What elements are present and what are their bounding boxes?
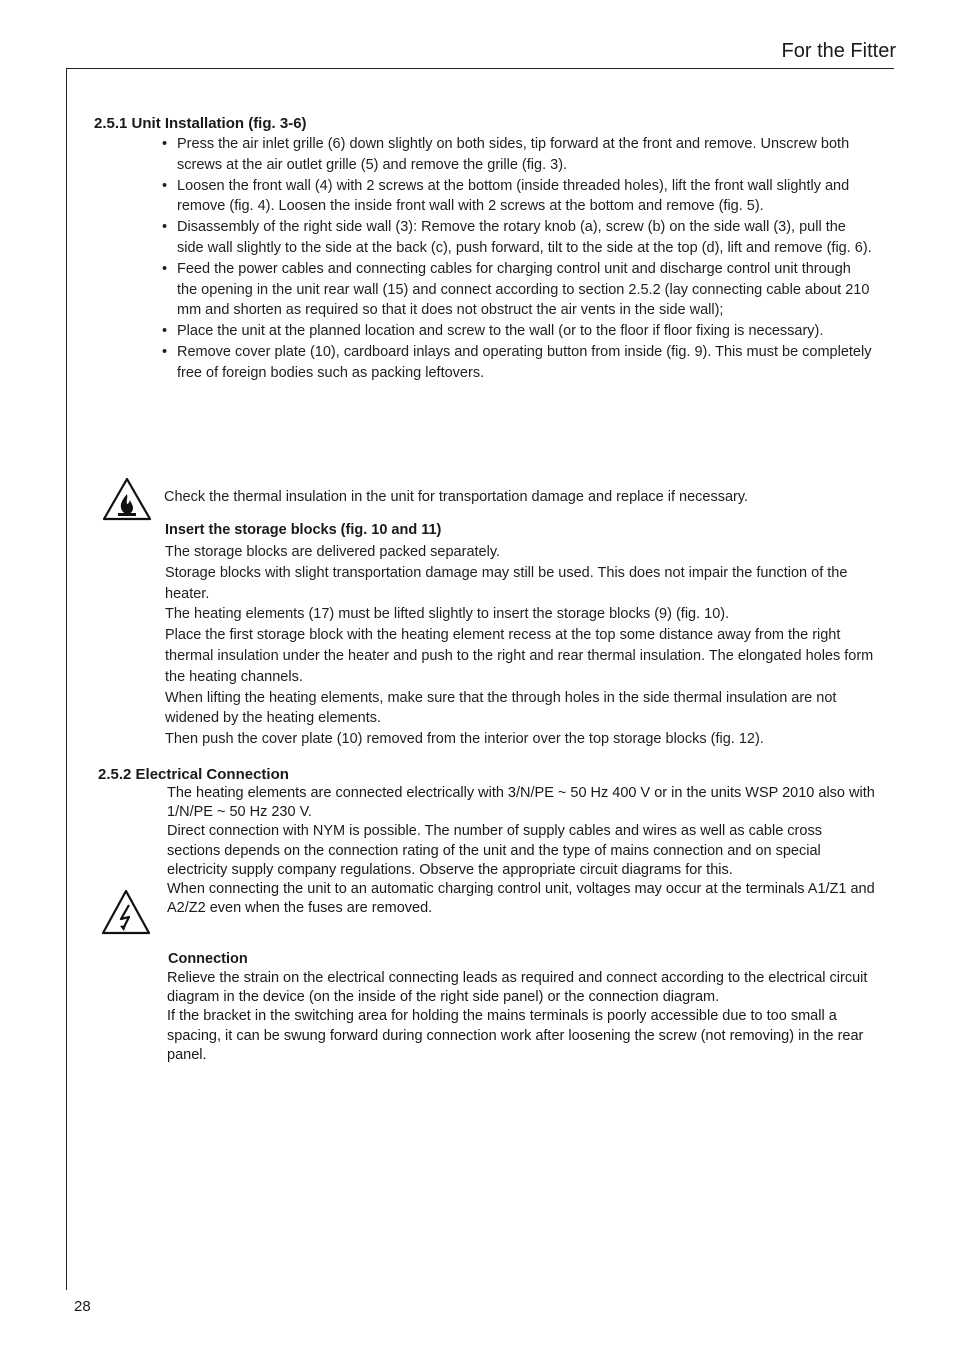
list-item-text: Place the unit at the planned location and screw to the wall (or to the floor if floor fixing is necessary). [177,323,824,340]
bullet-icon: • [162,260,168,277]
paragraph: Direct connection with NYM is possible. The number of supply cables and wires as well as cable cross sections depends on the connection rating of the unit and the type of mains connection and on special electricity supply company regulations. Observe the appropriate circuit diagrams for this. [167,823,822,878]
list-item-text: Remove cover plate (10), cardboard inlays and operating button from inside (fig. 9). This must be completely free of foreign bodies such as packing leftovers. [177,343,872,381]
bullet-icon: • [162,219,168,236]
paragraph: Place the first storage block with the heating element recess at the top some distance away from the right thermal insulation under the heater and push to the right and rear thermal insulation. The elongated holes form the heating channels. [165,627,874,685]
installation-steps-list [160,134,872,384]
list-item [160,176,872,218]
list-item [160,321,872,342]
page-number: 28 [74,1298,91,1315]
list-item [160,217,872,259]
connection-text [167,969,879,1065]
section-heading-252: 2.5.2 Electrical Connection [98,766,289,783]
fire-warning-icon [101,476,153,522]
bullet-icon: • [162,343,168,360]
paragraph: Relieve the strain on the electrical connecting leads as required and connect according to the electrical circuit diagram in the device (on the inside of the right side panel) or the connection diagram. [167,970,868,1006]
list-item-text: Loosen the front wall (4) with 2 screws at the bottom (inside threaded holes), lift the front wall slightly and remove (fig. 4). Loosen the inside front wall with 2 screws at the bottom and remove (fig. 5). [177,177,850,215]
page-header-title: For the Fitter [781,40,896,62]
paragraph: Storage blocks with slight transportation damage may still be used. This does not impair the function of the heater. [165,564,848,602]
paragraph: When connecting the unit to an automatic charging control unit, voltages may occur at the terminals A1/Z1 and A2/Z2 even when the fuses are removed. [167,881,875,917]
paragraph: The storage blocks are delivered packed separately. [165,544,501,560]
section-heading-251: 2.5.1 Unit Installation (fig. 3-6) [94,115,307,132]
storage-blocks-heading: Insert the storage blocks (fig. 10 and 11) [165,522,442,538]
list-item [160,134,872,176]
paragraph: The heating elements are connected electrically with 3/N/PE ~ 50 Hz 400 V or in the units WSP 2010 also with 1/N/PE ~ 50 Hz 230 V. [167,785,875,821]
bullet-icon: • [162,136,168,152]
voltage-warning-icon [100,888,152,936]
paragraph: When lifting the heating elements, make sure that the through holes in the side thermal insulation are not widened by the heating elements. [165,689,837,727]
list-item-text: Feed the power cables and connecting cables for charging control unit and discharge control unit through the opening in the unit rear wall (15) and connect according to section 2.5.2 (lay connecting cable about 210 mm and shorten as required so that it does not obstruct the air vents in the side wall); [177,260,870,319]
header-rule [66,68,894,69]
paragraph: The heating elements (17) must be lifted slightly to insert the storage blocks (9) (fig. 10). [165,606,730,623]
list-item-text: Press the air inlet grille (6) down slightly on both sides, tip forward at the front and remove. Unscrew both screws at the air outlet grille (5) and remove the grille (fig. 3). [177,136,850,173]
connection-heading: Connection [168,951,248,967]
list-item [160,342,872,384]
list-item-text: Disassembly of the right side wall (3): Remove the rotary knob (a), screw (b) on the side wall (3), pull the side wall slightly to the side at the back (c), push forward, tilt to the side at the top (d), lift and remove (fig. 6). [177,219,872,256]
list-item [160,259,872,321]
thermal-insulation-note: Check the thermal insulation in the unit for transportation damage and replace if necessary. [164,489,749,505]
margin-rule [66,68,67,1290]
electrical-connection-text [167,784,879,918]
paragraph: Then push the cover plate (10) removed from the interior over the top storage blocks (fig. 12). [165,731,764,748]
bullet-icon: • [162,177,168,194]
paragraph: If the bracket in the switching area for holding the mains terminals is poorly accessible due to too small a spacing, it can be swung forward during connection work after loosening the screw (not removing) in the rear panel. [167,1008,864,1063]
storage-blocks-text [165,542,877,750]
bullet-icon: • [162,323,168,340]
